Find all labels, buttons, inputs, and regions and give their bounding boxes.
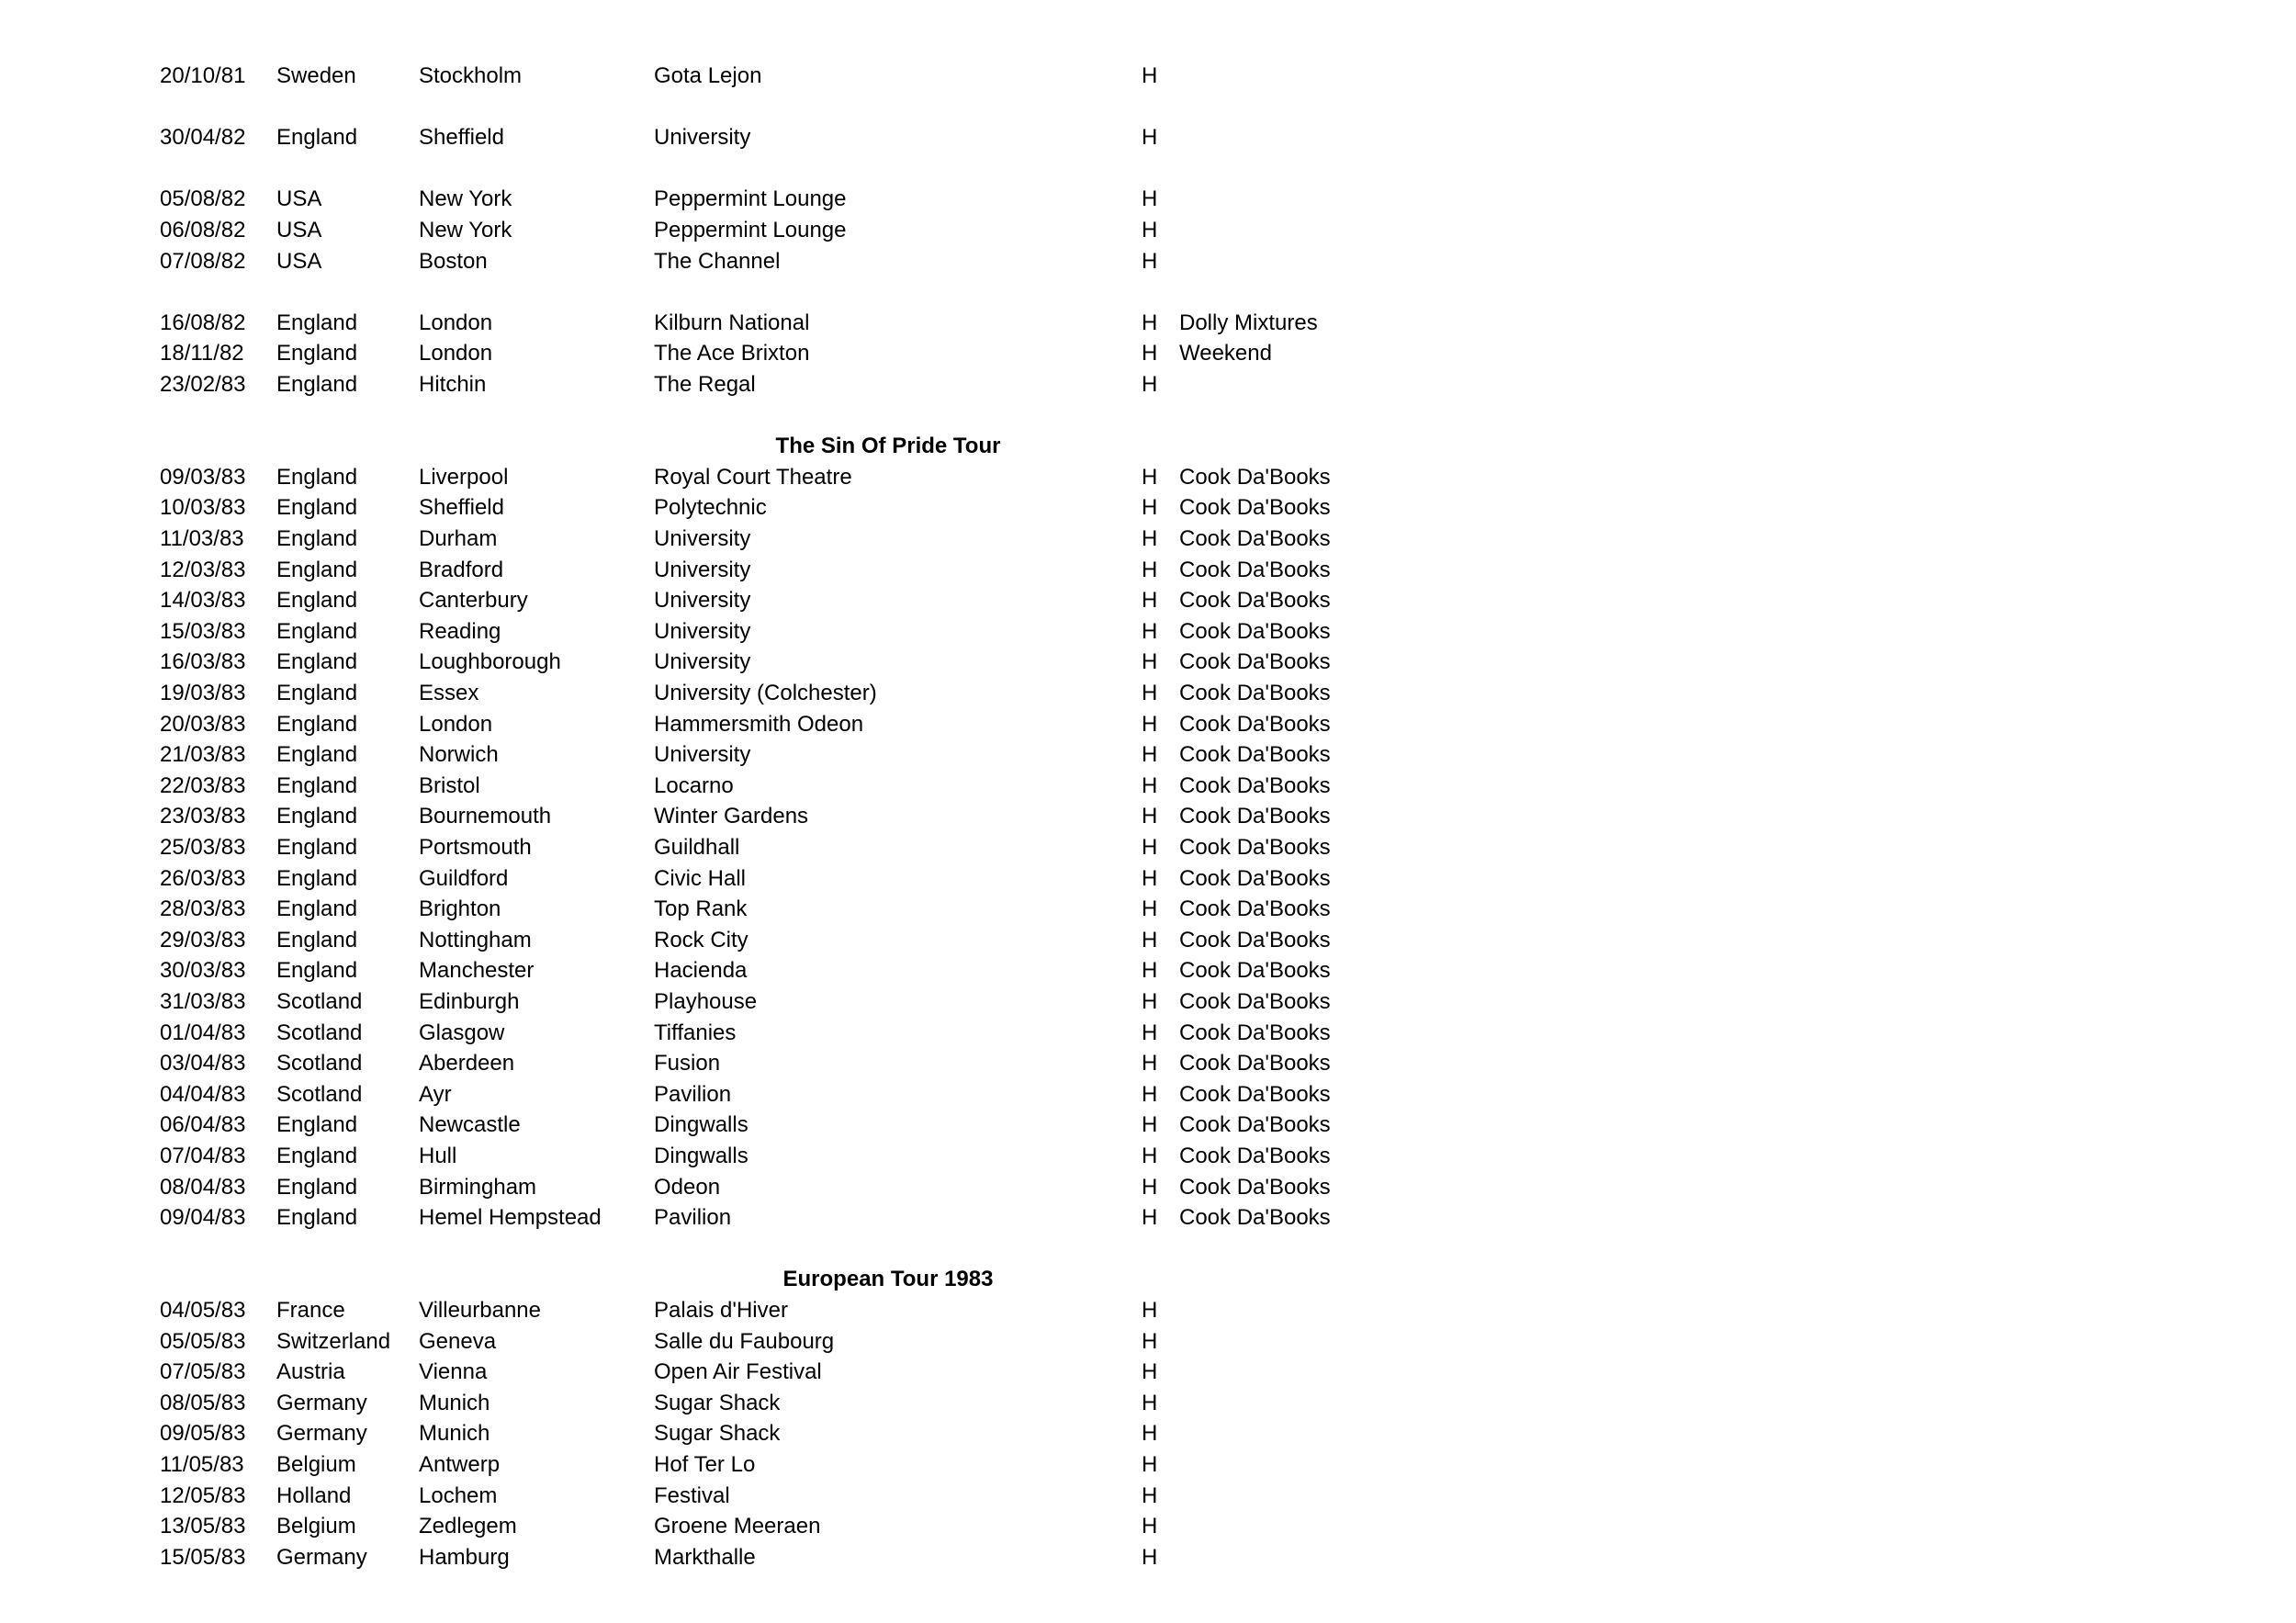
gig-headliner-flag: H — [1142, 588, 1158, 614]
gig-row — [0, 492, 1378, 524]
gig-country: USA — [276, 186, 322, 212]
gig-date: 15/03/83 — [160, 618, 246, 644]
gig-row — [0, 1449, 1378, 1481]
gig-row — [0, 1141, 1378, 1172]
gig-date: 31/03/83 — [160, 989, 246, 1014]
gig-venue: Top Rank — [654, 896, 748, 922]
gig-support-act: Cook Da'Books — [1179, 1020, 1331, 1045]
gig-support-act: Cook Da'Books — [1179, 896, 1331, 922]
gig-venue: The Channel — [654, 248, 781, 274]
gig-city: Hitchin — [419, 372, 487, 397]
gig-headliner-flag: H — [1142, 835, 1158, 860]
gig-venue: Peppermint Lounge — [654, 186, 847, 212]
gig-date: 12/03/83 — [160, 557, 246, 582]
gig-country: Sweden — [276, 63, 356, 88]
gig-support-act: Cook Da'Books — [1179, 835, 1331, 860]
gig-country: Scotland — [276, 1051, 363, 1076]
gig-headliner-flag: H — [1142, 125, 1158, 151]
gig-date: 06/08/82 — [160, 218, 246, 242]
gig-city: Boston — [419, 248, 488, 274]
gig-venue: Kilburn National — [654, 310, 810, 335]
gig-country: England — [276, 711, 358, 737]
gig-support-act: Cook Da'Books — [1179, 464, 1331, 490]
gig-date: 29/03/83 — [160, 927, 246, 952]
gig-support-act: Cook Da'Books — [1179, 1174, 1331, 1200]
gig-venue: Sugar Shack — [654, 1390, 781, 1415]
gig-row — [0, 616, 1378, 648]
gig-venue: The Regal — [654, 372, 756, 397]
gig-support-act: Cook Da'Books — [1179, 588, 1331, 614]
gig-country: Scotland — [276, 1081, 363, 1107]
gig-venue: Open Air Festival — [654, 1359, 822, 1385]
gig-headliner-flag: H — [1142, 896, 1158, 922]
gig-venue: Odeon — [654, 1174, 721, 1200]
gig-headliner-flag: H — [1142, 1081, 1158, 1107]
gig-support-act: Cook Da'Books — [1179, 1051, 1331, 1076]
gig-support-act: Cook Da'Books — [1179, 557, 1331, 582]
gig-city: Antwerp — [419, 1452, 501, 1477]
gig-row — [0, 1542, 1378, 1573]
gig-country: England — [276, 896, 358, 922]
gig-headliner-flag: H — [1142, 649, 1158, 675]
gig-headliner-flag: H — [1142, 1020, 1158, 1045]
gig-support-act: Cook Da'Books — [1179, 526, 1331, 551]
gig-row — [0, 925, 1378, 956]
gig-venue: Civic Hall — [654, 865, 747, 891]
gig-headliner-flag: H — [1142, 1144, 1158, 1168]
gig-date: 08/04/83 — [160, 1174, 246, 1200]
gig-date: 09/04/83 — [160, 1205, 246, 1231]
gig-date: 16/03/83 — [160, 649, 246, 675]
gig-row — [0, 1048, 1378, 1079]
gig-support-act: Cook Da'Books — [1179, 495, 1331, 521]
gig-headliner-flag: H — [1142, 742, 1158, 768]
gig-date: 14/03/83 — [160, 588, 246, 614]
gig-city: Sheffield — [419, 495, 504, 521]
gig-venue: Sugar Shack — [654, 1421, 781, 1447]
gig-country: England — [276, 495, 358, 521]
gig-city: Newcastle — [419, 1112, 521, 1138]
gig-row — [0, 955, 1378, 986]
gig-venue: Pavilion — [654, 1081, 732, 1107]
gig-venue: Groene Meeraen — [654, 1514, 821, 1539]
gig-date: 09/05/83 — [160, 1421, 246, 1447]
gig-venue: Markthalle — [654, 1544, 756, 1570]
gig-venue: Winter Gardens — [654, 804, 809, 829]
gig-venue: Playhouse — [654, 989, 758, 1014]
gig-headliner-flag: H — [1142, 1205, 1158, 1231]
gig-headliner-flag: H — [1142, 618, 1158, 644]
gig-venue: Guildhall — [654, 835, 740, 860]
gig-venue: Salle du Faubourg — [654, 1328, 835, 1354]
gig-venue: Peppermint Lounge — [654, 218, 847, 242]
gig-venue: Rock City — [654, 927, 748, 952]
gig-venue: Fusion — [654, 1051, 721, 1076]
gig-country: England — [276, 464, 358, 490]
gig-headliner-flag: H — [1142, 804, 1158, 829]
gig-venue: Dingwalls — [654, 1112, 748, 1138]
gig-date: 12/05/83 — [160, 1482, 246, 1508]
gig-headliner-flag: H — [1142, 1544, 1158, 1570]
gig-headliner-flag: H — [1142, 63, 1158, 88]
gig-headliner-flag: H — [1142, 1452, 1158, 1477]
gig-row — [0, 246, 1378, 277]
gig-row — [0, 894, 1378, 925]
gig-date: 04/05/83 — [160, 1298, 246, 1323]
gig-date: 20/10/81 — [160, 63, 246, 88]
gig-venue: University — [654, 125, 751, 151]
gig-venue: Royal Court Theatre — [654, 464, 852, 490]
gig-city: Guildford — [419, 865, 509, 891]
gig-row — [0, 771, 1378, 802]
gig-date: 07/04/83 — [160, 1144, 246, 1168]
gig-row — [0, 1481, 1378, 1512]
gig-headliner-flag: H — [1142, 1298, 1158, 1323]
gig-headliner-flag: H — [1142, 711, 1158, 737]
gig-country: England — [276, 1112, 358, 1138]
gig-date: 11/05/83 — [160, 1452, 244, 1477]
gig-venue: University — [654, 557, 751, 582]
gig-date: 23/03/83 — [160, 804, 246, 829]
gig-support-act: Cook Da'Books — [1179, 618, 1331, 644]
gig-row — [0, 555, 1378, 586]
gig-support-act: Cook Da'Books — [1179, 1081, 1331, 1107]
gig-row — [0, 832, 1378, 863]
gig-city: Birmingham — [419, 1174, 537, 1200]
gig-venue: Hammersmith Odeon — [654, 711, 864, 737]
gig-support-act: Cook Da'Books — [1179, 989, 1331, 1014]
gig-support-act: Dolly Mixtures — [1179, 310, 1318, 335]
gig-headliner-flag: H — [1142, 1390, 1158, 1415]
gig-headliner-flag: H — [1142, 1051, 1158, 1076]
gig-row — [0, 1079, 1378, 1110]
gig-headliner-flag: H — [1142, 218, 1158, 242]
gig-country: Belgium — [276, 1452, 356, 1477]
gig-support-act: Cook Da'Books — [1179, 1144, 1331, 1168]
gig-support-act: Cook Da'Books — [1179, 958, 1331, 984]
gig-date: 01/04/83 — [160, 1020, 246, 1045]
gig-country: England — [276, 341, 358, 366]
gig-venue: University — [654, 618, 751, 644]
gig-date: 25/03/83 — [160, 835, 246, 860]
gig-row — [0, 524, 1378, 555]
gig-city: Hull — [419, 1144, 457, 1168]
gig-country: England — [276, 372, 358, 397]
gig-date: 06/04/83 — [160, 1112, 246, 1138]
gig-headliner-flag: H — [1142, 681, 1158, 705]
gig-country: England — [276, 125, 358, 151]
gig-headliner-flag: H — [1142, 958, 1158, 984]
gig-venue: Locarno — [654, 772, 734, 798]
gig-headliner-flag: H — [1142, 248, 1158, 274]
gig-city: Zedlegem — [419, 1514, 517, 1539]
gig-country: Germany — [276, 1544, 367, 1570]
gig-country: England — [276, 835, 358, 860]
gig-row — [0, 801, 1378, 832]
gig-date: 18/11/82 — [160, 341, 244, 366]
tour-heading: The Sin Of Pride Tour — [775, 434, 1001, 459]
gig-country: Austria — [276, 1359, 345, 1385]
gig-city: New York — [419, 186, 512, 212]
gig-row — [0, 1295, 1378, 1326]
gig-date: 09/03/83 — [160, 464, 246, 490]
gig-date: 07/08/82 — [160, 248, 246, 274]
gig-country: England — [276, 649, 358, 675]
gig-row — [0, 585, 1378, 616]
gig-city: Portsmouth — [419, 835, 532, 860]
gig-row — [0, 709, 1378, 740]
gig-date: 22/03/83 — [160, 772, 246, 798]
gig-headliner-flag: H — [1142, 865, 1158, 891]
gig-row — [0, 1418, 1378, 1449]
gig-row — [0, 462, 1378, 493]
gig-venue: University — [654, 588, 751, 614]
gig-date: 30/04/82 — [160, 125, 246, 151]
gig-city: Ayr — [419, 1081, 452, 1107]
gig-city: Loughborough — [419, 649, 561, 675]
gig-row — [0, 1326, 1378, 1358]
gig-city: Lochem — [419, 1482, 498, 1508]
gig-headliner-flag: H — [1142, 495, 1158, 521]
gig-headliner-flag: H — [1142, 341, 1158, 366]
gig-date: 19/03/83 — [160, 681, 246, 705]
gig-venue: Palais d'Hiver — [654, 1298, 788, 1323]
gig-headliner-flag: H — [1142, 1328, 1158, 1354]
gig-headliner-flag: H — [1142, 310, 1158, 335]
gig-date: 26/03/83 — [160, 865, 246, 891]
gig-country: France — [276, 1298, 345, 1323]
gig-support-act: Cook Da'Books — [1179, 681, 1331, 705]
tour-heading: European Tour 1983 — [782, 1267, 994, 1292]
gig-country: Scotland — [276, 989, 363, 1014]
gig-country: England — [276, 958, 358, 984]
gig-city: Bournemouth — [419, 804, 552, 829]
gig-row — [0, 739, 1378, 771]
gig-country: England — [276, 1205, 358, 1231]
gig-date: 20/03/83 — [160, 711, 246, 737]
gig-headliner-flag: H — [1142, 1174, 1158, 1200]
gig-headliner-flag: H — [1142, 372, 1158, 397]
gig-headliner-flag: H — [1142, 1482, 1158, 1508]
gig-city: Canterbury — [419, 588, 528, 614]
gig-headliner-flag: H — [1142, 526, 1158, 551]
gig-date: 08/05/83 — [160, 1390, 246, 1415]
gig-country: England — [276, 557, 358, 582]
gig-headliner-flag: H — [1142, 1514, 1158, 1539]
gig-city: Hemel Hempstead — [419, 1205, 602, 1231]
gig-venue: University — [654, 526, 751, 551]
gig-support-act: Cook Da'Books — [1179, 804, 1331, 829]
gig-date: 03/04/83 — [160, 1051, 246, 1076]
gig-date: 05/05/83 — [160, 1328, 246, 1354]
gig-headliner-flag: H — [1142, 1359, 1158, 1385]
gig-headliner-flag: H — [1142, 464, 1158, 490]
gig-country: England — [276, 1144, 358, 1168]
gig-support-act: Cook Da'Books — [1179, 1112, 1331, 1138]
gig-row — [0, 1511, 1378, 1542]
gig-city: Bradford — [419, 557, 504, 582]
gig-headliner-flag: H — [1142, 1112, 1158, 1138]
gig-country: Holland — [276, 1482, 352, 1508]
gig-support-act: Weekend — [1179, 341, 1272, 366]
gig-date: 30/03/83 — [160, 958, 246, 984]
gig-support-act: Cook Da'Books — [1179, 1205, 1331, 1231]
gig-headliner-flag: H — [1142, 1421, 1158, 1447]
gig-row — [0, 863, 1378, 895]
gig-row — [0, 1388, 1378, 1419]
gig-venue: Tiffanies — [654, 1020, 737, 1045]
gig-row — [0, 338, 1378, 369]
gig-venue: University (Colchester) — [654, 681, 877, 705]
gig-city: Glasgow — [419, 1020, 505, 1045]
gig-city: Durham — [419, 526, 498, 551]
gig-venue: Polytechnic — [654, 495, 767, 521]
gig-city: Vienna — [419, 1359, 488, 1385]
gig-city: Edinburgh — [419, 989, 520, 1014]
gig-country: England — [276, 526, 358, 551]
gig-country: USA — [276, 218, 322, 242]
gig-headliner-flag: H — [1142, 772, 1158, 798]
gig-city: Stockholm — [419, 63, 523, 88]
gig-headliner-flag: H — [1142, 989, 1158, 1014]
gig-country: Germany — [276, 1421, 367, 1447]
gig-row — [0, 61, 1378, 92]
gig-date: 28/03/83 — [160, 896, 246, 922]
gig-city: Munich — [419, 1421, 490, 1447]
gig-city: London — [419, 341, 493, 366]
gig-venue: The Ace Brixton — [654, 341, 810, 366]
gig-venue: Pavilion — [654, 1205, 732, 1231]
gig-city: Munich — [419, 1390, 490, 1415]
gig-country: Scotland — [276, 1020, 363, 1045]
gig-row — [0, 678, 1378, 709]
gig-city: Villeurbanne — [419, 1298, 541, 1323]
gig-city: Geneva — [419, 1328, 497, 1354]
gig-country: England — [276, 804, 358, 829]
gig-support-act: Cook Da'Books — [1179, 927, 1331, 952]
gig-headliner-flag: H — [1142, 186, 1158, 212]
gig-row — [0, 647, 1378, 678]
gig-country: Switzerland — [276, 1328, 391, 1354]
gig-city: Essex — [419, 681, 479, 705]
gig-support-act: Cook Da'Books — [1179, 865, 1331, 891]
gig-date: 07/05/83 — [160, 1359, 246, 1385]
gig-venue: Gota Lejon — [654, 63, 762, 88]
gig-date: 13/05/83 — [160, 1514, 246, 1539]
gig-support-act: Cook Da'Books — [1179, 742, 1331, 768]
gig-date: 16/08/82 — [160, 310, 246, 335]
gig-venue: University — [654, 649, 751, 675]
gig-venue: Hacienda — [654, 958, 748, 984]
gig-row — [0, 1202, 1378, 1234]
gig-venue: Dingwalls — [654, 1144, 748, 1168]
gig-city: London — [419, 711, 493, 737]
gig-country: England — [276, 618, 358, 644]
gig-headliner-flag: H — [1142, 927, 1158, 952]
gig-row — [0, 1018, 1378, 1049]
gig-date: 23/02/83 — [160, 372, 246, 397]
gig-city: Nottingham — [419, 927, 532, 952]
gig-row — [0, 184, 1378, 215]
gig-venue: University — [654, 742, 751, 768]
gig-date: 10/03/83 — [160, 495, 246, 521]
gig-country: Germany — [276, 1390, 367, 1415]
gig-city: London — [419, 310, 493, 335]
gig-row — [0, 1110, 1378, 1141]
gig-row — [0, 215, 1378, 246]
gig-city: Manchester — [419, 958, 535, 984]
gig-city: Sheffield — [419, 125, 504, 151]
gig-venue: Hof Ter Lo — [654, 1452, 756, 1477]
gig-country: England — [276, 742, 358, 768]
gig-city: Aberdeen — [419, 1051, 515, 1076]
gig-city: Reading — [419, 618, 501, 644]
gig-venue: Festival — [654, 1482, 730, 1508]
gig-row — [0, 1357, 1378, 1388]
gig-country: Belgium — [276, 1514, 356, 1539]
gig-city: Hamburg — [419, 1544, 510, 1570]
gig-date: 21/03/83 — [160, 742, 246, 768]
gig-date: 11/03/83 — [160, 526, 244, 551]
gig-row — [0, 1172, 1378, 1203]
gig-row — [0, 122, 1378, 153]
gig-row — [0, 986, 1378, 1018]
gig-headliner-flag: H — [1142, 557, 1158, 582]
gig-date: 15/05/83 — [160, 1544, 246, 1570]
gig-date: 04/04/83 — [160, 1081, 246, 1107]
gig-city: Liverpool — [419, 464, 509, 490]
gig-country: England — [276, 310, 358, 335]
gig-country: England — [276, 588, 358, 614]
gig-country: England — [276, 1174, 358, 1200]
gig-date: 05/08/82 — [160, 186, 246, 212]
gig-city: Norwich — [419, 742, 499, 768]
gig-row — [0, 308, 1378, 339]
gig-row — [0, 369, 1378, 400]
gig-country: USA — [276, 248, 322, 274]
gig-city: Brighton — [419, 896, 501, 922]
gig-country: England — [276, 681, 358, 705]
gig-support-act: Cook Da'Books — [1179, 711, 1331, 737]
gig-city: New York — [419, 218, 512, 242]
gig-support-act: Cook Da'Books — [1179, 772, 1331, 798]
gig-country: England — [276, 927, 358, 952]
gig-country: England — [276, 772, 358, 798]
gig-country: England — [276, 865, 358, 891]
gig-city: Bristol — [419, 772, 480, 798]
gig-support-act: Cook Da'Books — [1179, 649, 1331, 675]
